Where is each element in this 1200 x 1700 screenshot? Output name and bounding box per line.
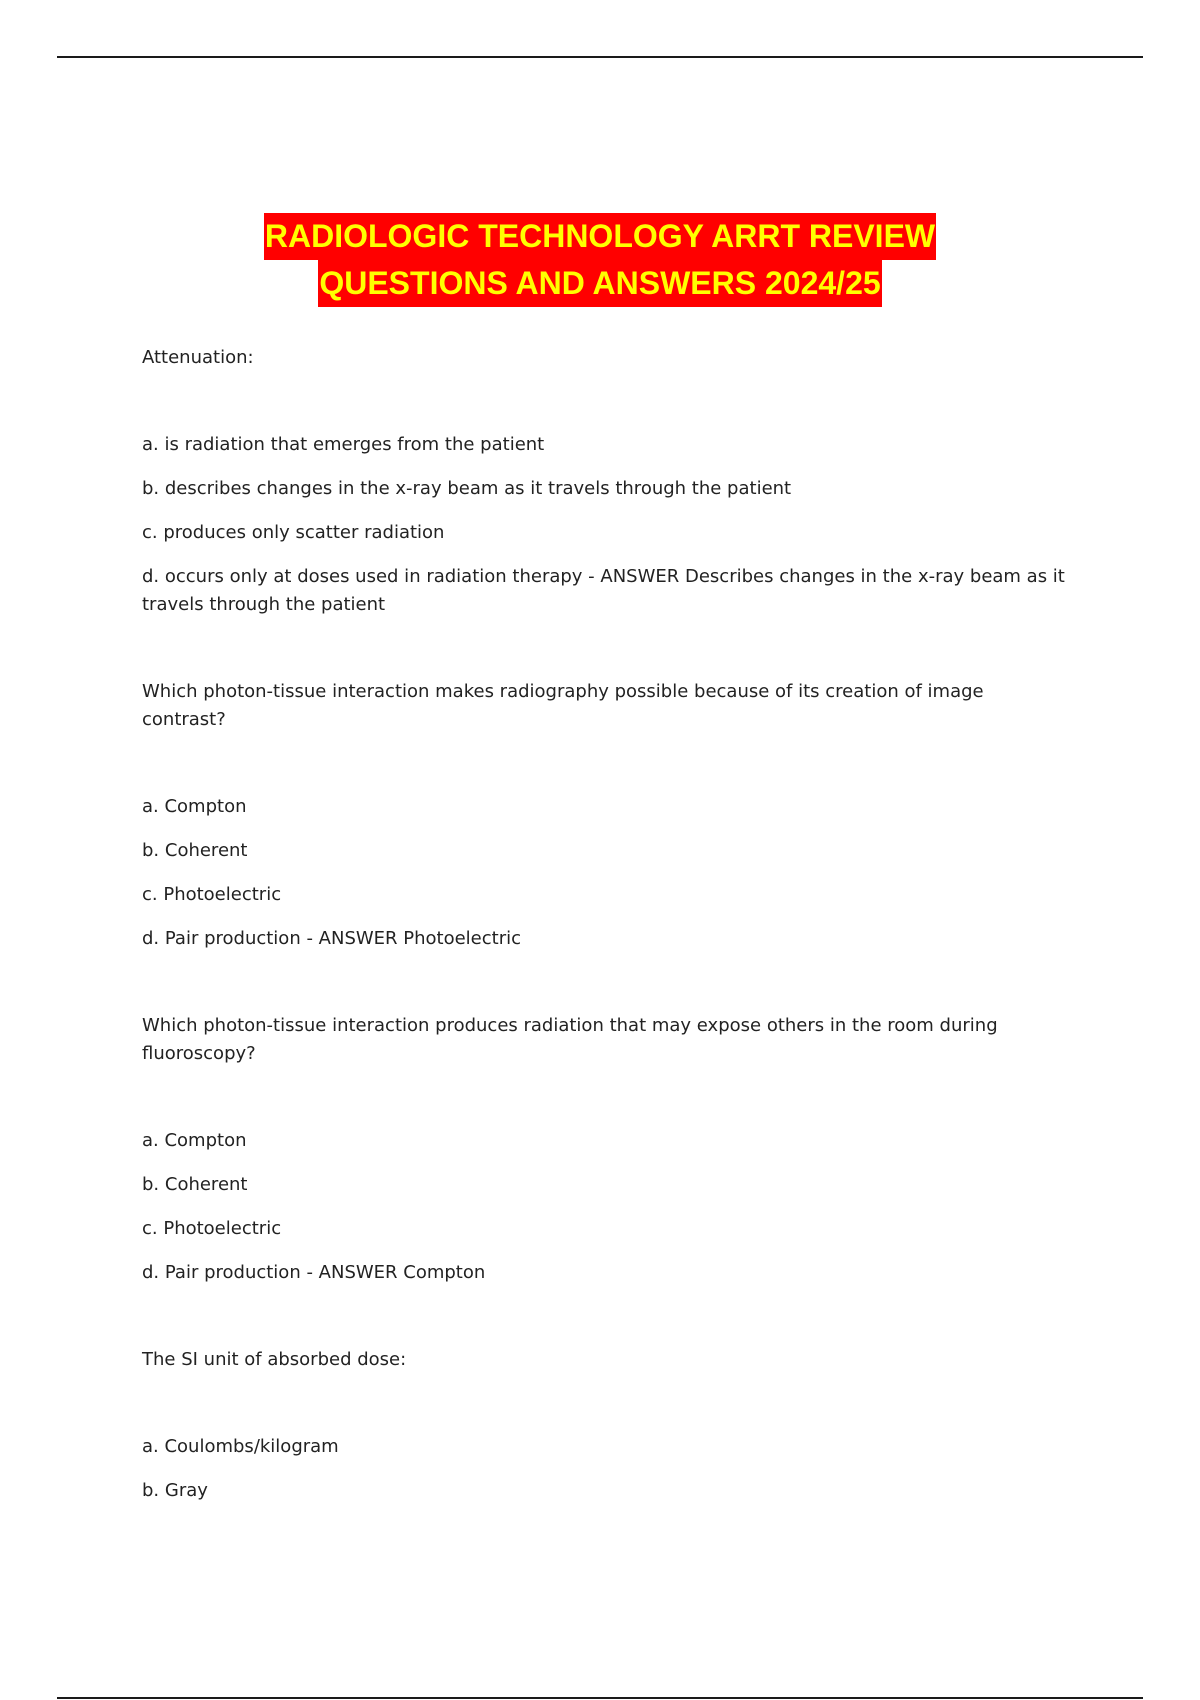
option-b: b. Coherent	[142, 840, 248, 861]
option-d-answer: d. occurs only at doses used in radiation therapy - ANSWER Describes changes in the x-ray beam as it travels through the patient	[142, 566, 1065, 615]
question-block-2	[142, 678, 1072, 953]
question-text: Which photon-tissue interaction produces radiation that may expose others in the room during fluoroscopy?	[142, 1015, 998, 1064]
title-line-2: QUESTIONS AND ANSWERS 2024/25	[318, 260, 881, 307]
option-c: c. produces only scatter radiation	[142, 522, 445, 543]
option-d-answer: d. Pair production - ANSWER Compton	[142, 1262, 486, 1283]
option-c: c. Photoelectric	[142, 884, 282, 905]
option-a: a. Compton	[142, 796, 247, 817]
option-a: a. Compton	[142, 1130, 247, 1151]
document-title	[0, 213, 1200, 307]
question-text: The SI unit of absorbed dose:	[142, 1349, 407, 1370]
question-block-3	[142, 1012, 1072, 1287]
question-list	[142, 344, 1072, 1505]
question-text: Attenuation:	[142, 347, 254, 368]
question-block-1	[142, 344, 1072, 619]
option-b: b. Gray	[142, 1480, 208, 1501]
title-line-1: RADIOLOGIC TECHNOLOGY ARRT REVIEW	[264, 213, 936, 260]
option-c: c. Photoelectric	[142, 1218, 282, 1239]
question-text: Which photon-tissue interaction makes radiography possible because of its creation of image contrast?	[142, 681, 984, 730]
option-d-answer: d. Pair production - ANSWER Photoelectric	[142, 928, 522, 949]
footer-rule	[57, 1697, 1143, 1699]
option-a: a. is radiation that emerges from the patient	[142, 434, 545, 455]
option-a: a. Coulombs/kilogram	[142, 1436, 339, 1457]
question-block-4	[142, 1346, 1072, 1505]
header-rule	[57, 56, 1143, 58]
option-b: b. Coherent	[142, 1174, 248, 1195]
option-b: b. describes changes in the x-ray beam as it travels through the patient	[142, 478, 792, 499]
